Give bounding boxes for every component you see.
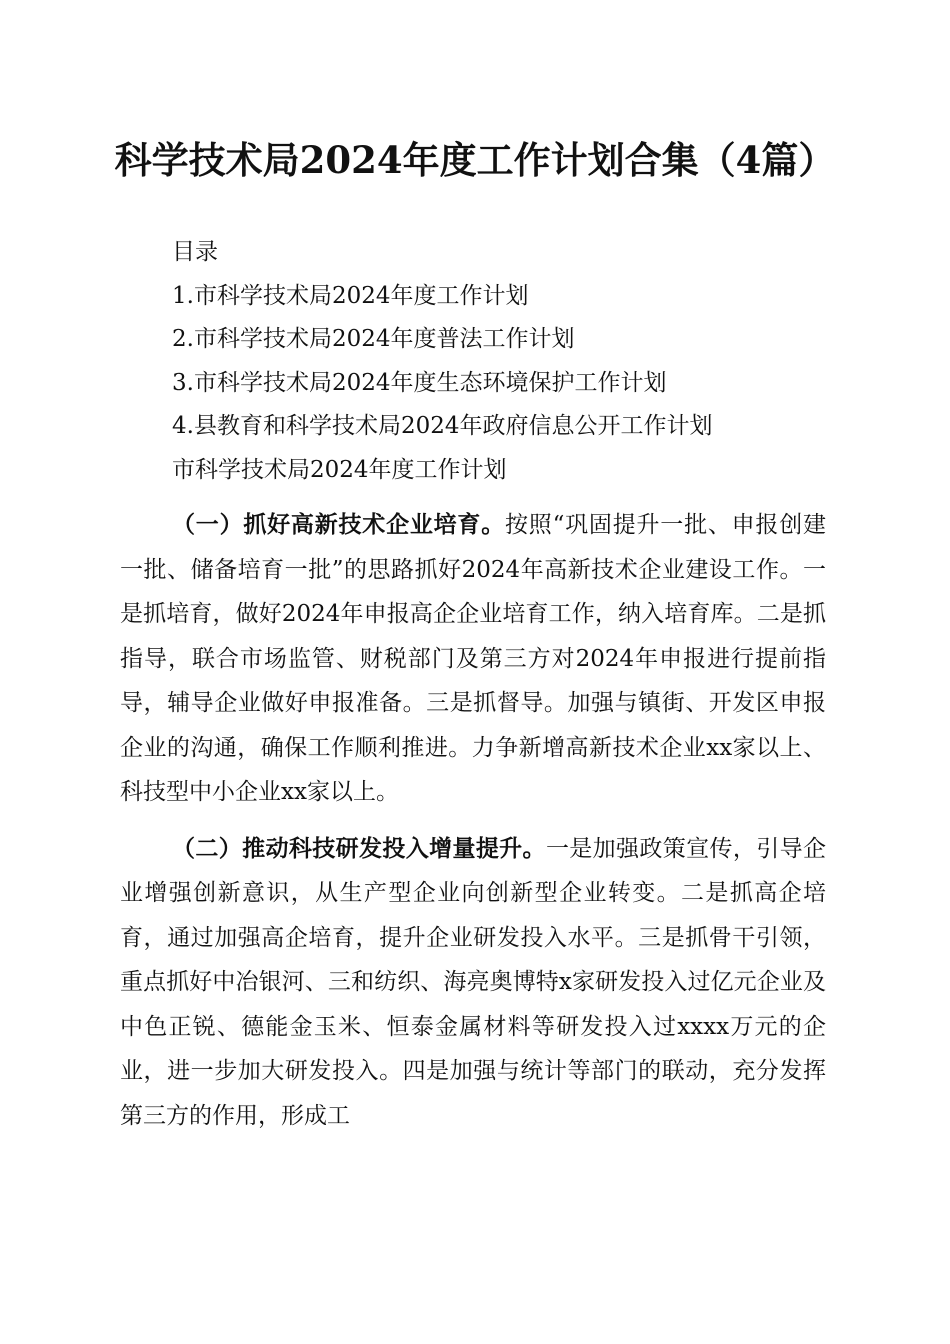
toc-heading: 目录 [172, 239, 218, 265]
paragraph-text: 按照“巩固提升一批、申报创建一批、储备培育一批”的思路抓好2024年高新技术企业建设工作。一是抓培育，做好2024年申报高企企业培育工作，纳入培育库。二是抓指导，联合市场监管、财税部门及第三方对2024年申报进行提前指导，辅导企业做好申报准备。三是抓督导。加强与镇街、开发区申报企业的沟通，确保工作顺利推进。力争新增高新技术企业xx家以上、科技型中小企业xx家以上。 [120, 512, 826, 805]
toc-item: 3.市科学技术局2024年度生态环境保护工作计划 [172, 369, 667, 396]
paragraph-lead: （二）推动科技研发投入增量提升。 [172, 834, 546, 862]
paragraph-lead: （一）抓好高新技术企业培育。 [172, 511, 506, 538]
toc-item: 4.县教育和科学技术局2024年政府信息公开工作计划 [172, 413, 713, 439]
toc-item: 2.市科学技术局2024年度普法工作计划 [172, 326, 575, 352]
paragraph-text: 一是加强政策宣传，引导企业增强创新意识，从生产型企业向创新型企业转变。二是抓高企培育，通过加强高企培育，提升企业研发投入水平。三是抓骨干引领，重点抓好中冶银河、三和纺织、海亮奥博特x家研发投入过亿元企业及中色正锐、德能金玉米、恒泰金属材料等研发投入过xxxx万元的企业，进一步加大研发投入。四是加强与统计等部门的联动，充分发挥第三方的作用，形成工 [120, 835, 827, 1129]
document-body [120, 503, 826, 1150]
body-paragraph [120, 827, 826, 1139]
body-paragraph [120, 503, 826, 815]
toc-item: 1.市科学技术局2024年度工作计划 [172, 282, 529, 309]
table-of-contents [172, 231, 712, 492]
section-title: 市科学技术局2024年度工作计划 [172, 456, 507, 483]
document-title: 科学技术局2024年度工作计划合集（4篇） [114, 138, 836, 182]
